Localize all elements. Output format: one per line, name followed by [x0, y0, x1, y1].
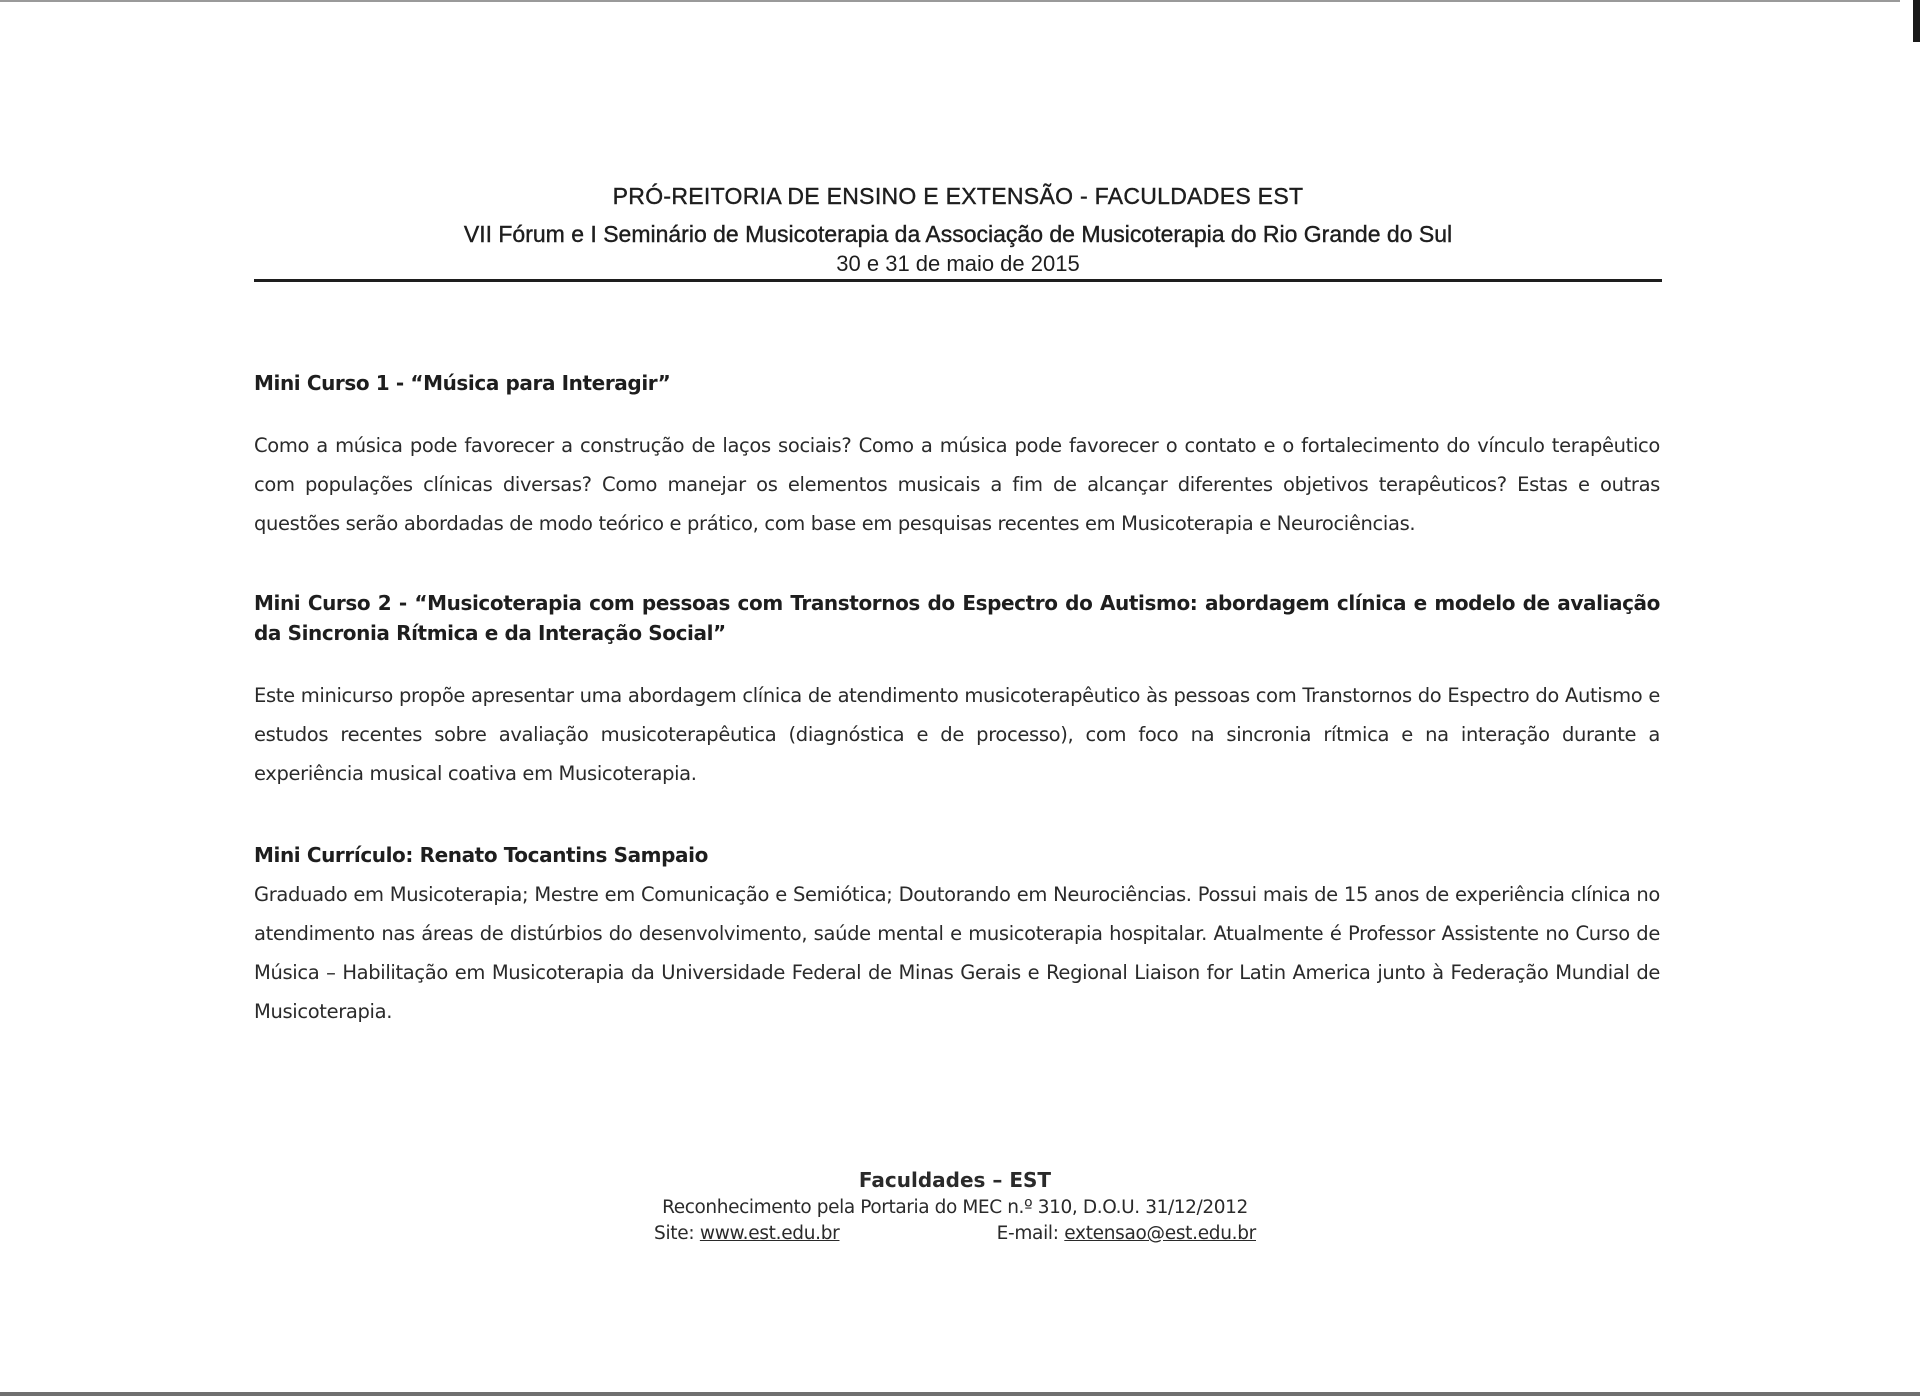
course2-title: Mini Curso 2 - “Musicoterapia com pessoas com Transtornos do Espectro do Autismo: abordagem clínica e modelo de avaliação da Sincronia Rítmica e da Interação Social”: [254, 591, 1660, 645]
event-title: VII Fórum e I Seminário de Musicoterapia da Associação de Musicoterapia do Rio Grande do Sul: [463, 221, 1453, 247]
scan-edge-top: [0, 0, 1900, 2]
course2-body-block: [254, 676, 1660, 793]
course2-section: [254, 588, 1660, 648]
footer-contact: [654, 1221, 1256, 1247]
organization-title: PRÓ-REITORIA DE ENSINO E EXTENSÃO - FACULDADES EST: [612, 183, 1304, 209]
course2-body: Este minicurso propõe apresentar uma abordagem clínica de atendimento musicoterapêutico às pessoas com Transtornos do Espectro do Autismo e estudos recentes sobre avaliação musicoterapêutica (diagnóstica e de processo), com foco na sincronia rítmica e na interação durante a experiência musical coativa em Musicoterapia.: [254, 684, 1660, 785]
scan-edge-mark: [1913, 0, 1920, 42]
site-link[interactable]: www.est.edu.br: [699, 1223, 840, 1244]
course1-title: Mini Curso 1 - “Música para Interagir”: [254, 371, 671, 395]
email-link[interactable]: extensao@est.edu.br: [1064, 1223, 1256, 1244]
course1-body: Como a música pode favorecer a construção de laços sociais? Como a música pode favorecer o contato e o fortalecimento do vínculo terapêutico com populações clínicas diversas? Como manejar os elementos musicais a fim de alcançar diferentes objetivos terapêuticos? Estas e outras questões serão abordadas de modo teórico e prático, com base em pesquisas recentes em Musicoterapia e Neurociências.: [254, 434, 1660, 535]
cv-body: Graduado em Musicoterapia; Mestre em Comunicação e Semiótica; Doutorando em Neurociências. Possui mais de 15 anos de experiência clínica no atendimento nas áreas de distúrbios do desenvolvimento, saúde mental e musicoterapia hospitalar. Atualmente é Professor Assistente no Curso de Música – Habilitação em Musicoterapia da Universidade Federal de Minas Gerais e Regional Liaison for Latin America junto à Federação Mundial de Musicoterapia.: [254, 883, 1660, 1023]
site-contact: [654, 1221, 839, 1247]
cv-body-block: [254, 875, 1660, 1031]
cv-title: Mini Currículo: Renato Tocantins Sampaio: [254, 843, 708, 867]
cv-section: [254, 840, 1660, 870]
footer-recognition: Reconhecimento pela Portaria do MEC n.º 310, D.O.U. 31/12/2012: [662, 1197, 1248, 1218]
email-contact: [997, 1221, 1256, 1247]
footer-institution: Faculdades – EST: [858, 1168, 1052, 1192]
header-divider: [254, 279, 1662, 282]
event-dates: 30 e 31 de maio de 2015: [836, 251, 1080, 276]
course1-body-block: [254, 426, 1660, 543]
course1-section: [254, 368, 1660, 398]
site-label: Site:: [654, 1223, 695, 1244]
email-label: E-mail:: [996, 1223, 1059, 1244]
scan-edge-bottom: [0, 1392, 1920, 1396]
document-footer: [654, 1165, 1256, 1247]
document-header: [254, 180, 1662, 278]
